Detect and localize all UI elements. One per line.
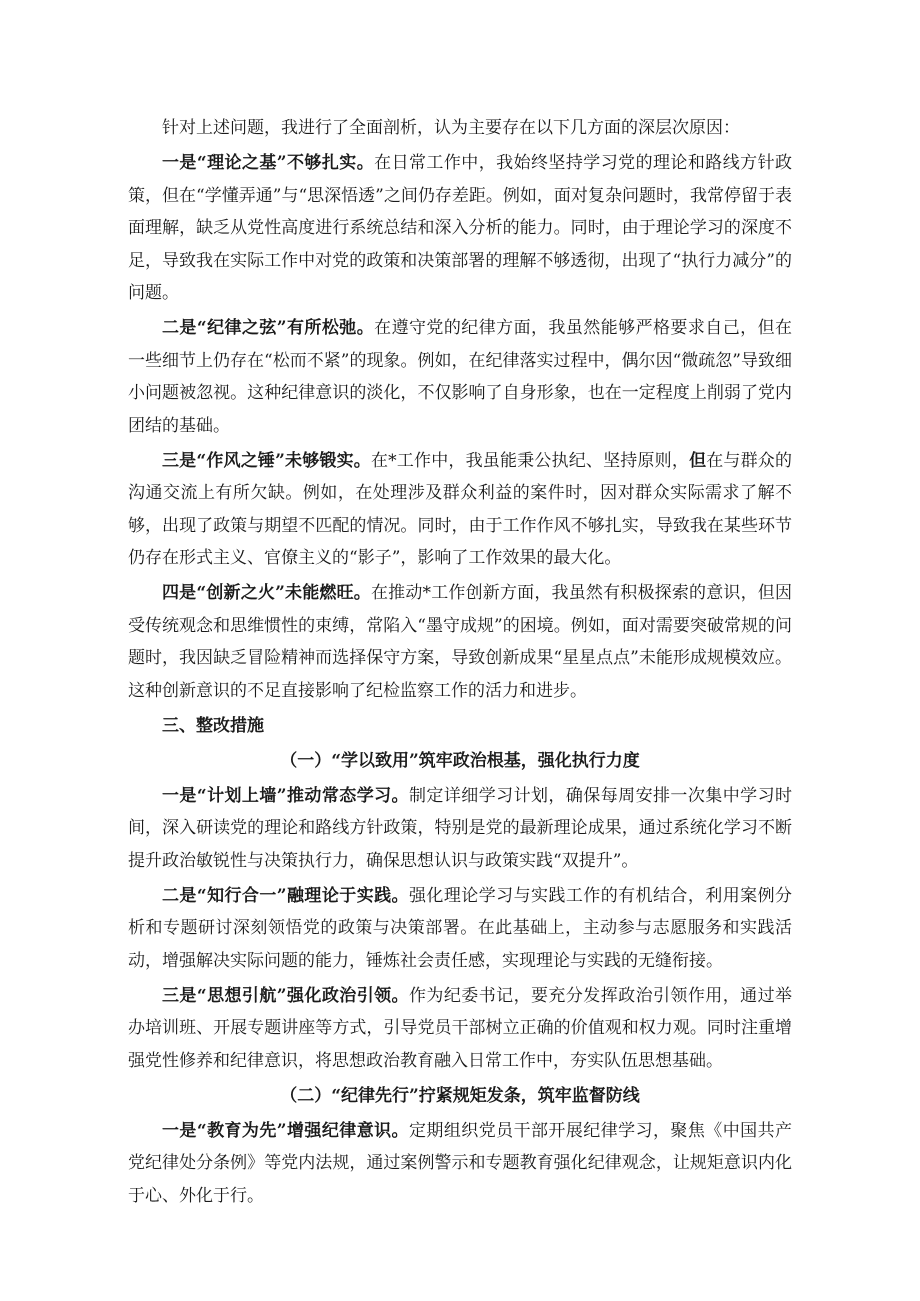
cause-3-heading: 三是“作风之锤”未够锻实。 [162, 450, 371, 471]
measure-1-1-heading: 一是“计划上墙”推动常态学习。 [162, 785, 409, 806]
subsection-1-title: （一）“学以致用”筑牢政治根基，强化执行力度 [280, 750, 640, 771]
cause-4-heading: 四是“创新之火”未能燃旺。 [162, 583, 371, 603]
measure-1-2-heading: 二是“知行合一”融理论于实践。 [162, 885, 409, 906]
cause-2-body: 在遵守党的纪律方面，我虽然能够严格要求自己，但在一些细节上仍存在“松而不紧”的现象。例如，在纪律落实过程中，偶尔因“微疏忽”导致细小问题被忽视。这种纪律意识的淡化，不仅影响了自身形象，也在一定程度上削弱了党内团结的基础。 [128, 318, 793, 436]
measure-1-3-body: 作为纪委书记，要充分发挥政治引领作用，通过举办培训班、开展专题讲座等方式，引导党员干部树立正确的价值观和权力观。同时注重增强党性修养和纪律意识，将思想政治教育融入日常工作中，夯实队伍思想基础。 [128, 985, 793, 1071]
cause-1-heading: 一是“理论之基”不够扎实。 [162, 153, 375, 173]
measure-1-3-heading: 三是“思想引航”强化政治引领。 [162, 985, 409, 1006]
cause-paragraph-4 [128, 577, 792, 707]
measure-1-2-body: 强化理论学习与实践工作的有机结合，利用案例分析和专题研讨深刻领悟党的政策与决策部署。在此基础上，主动参与志愿服务和实践活动，增强解决实际问题的能力，锤炼社会责任感，实现理论与实践的无缝衔接。 [128, 885, 793, 971]
cause-3-body-b: 在与群众的沟通交流上有所欠缺。例如，在处理涉及群众利益的案件时，因对群众实际需求了解不够，出现了政策与期望不匹配的情况。同时，由于工作作风不够扎实，导致我在某些环节仍存在形式主义、官僚主义的“影子”，影响了工作效果的最大化。 [128, 450, 792, 568]
cause-paragraph-1 [128, 147, 792, 310]
cause-3-body-a: 在*工作中，我虽能秉公执纪、坚持原则， [371, 450, 690, 471]
measure-1-2-paragraph [128, 880, 792, 978]
measure-2-1-body: 定期组织党员干部开展纪律学习，聚焦《中国共产党纪律处分条例》等党内法规，通过案例警示和专题教育强化纪律观念，让规矩意识内化于心、外化于行。 [128, 1120, 793, 1206]
cause-2-heading: 二是“纪律之弦”有所松弛。 [162, 318, 375, 338]
measure-1-1-paragraph [128, 780, 792, 878]
cause-paragraph-3 [128, 445, 792, 575]
intro-paragraph [128, 112, 792, 145]
measure-2-1-heading: 一是“教育为先”增强纪律意识。 [162, 1120, 409, 1141]
document-page [128, 112, 792, 1215]
section-3-title: 三、整改措施 [162, 715, 264, 736]
subsection-2-title: （二）“纪律先行”拧紧规矩发条，筑牢监督防线 [280, 1085, 640, 1106]
measure-2-1-paragraph [128, 1115, 792, 1213]
cause-4-body: 在推动*工作创新方面，我虽然有积极探索的意识，但因受传统观念和思维惯性的束缚，常陷入“墨守成规”的困境。例如，面对需要突破常规的问题时，我因缺乏冒险精神而选择保守方案，导致创新成果“星星点点”未能形成规模效应。这种创新意识的不足直接影响了纪检监察工作的活力和进步。 [128, 583, 792, 701]
cause-3-bold-word: 但 [689, 450, 707, 471]
measure-1-1-body: 制定详细学习计划，确保每周安排一次集中学习时间，深入研读党的理论和路线方针政策，特别是党的最新理论成果，通过系统化学习不断提升政治敏锐性与决策执行力，确保思想认识与政策实践“双提升”。 [128, 785, 793, 871]
cause-1-body: 在日常工作中，我始终坚持学习党的理论和路线方针政策，但在“学懂弄通”与“思深悟透”之间仍存差距。例如，面对复杂问题时，我常停留于表面理解，缺乏从党性高度进行系统总结和深入分析的能力。同时，由于理论学习的深度不足，导致我在实际工作中对党的政策和决策部署的理解不够透彻，出现了“执行力减分”的问题。 [128, 153, 793, 303]
measure-1-3-paragraph [128, 980, 792, 1078]
cause-paragraph-2 [128, 312, 792, 442]
intro-text: 针对上述问题，我进行了全面剖析，认为主要存在以下几方面的深层次原因： [162, 118, 740, 138]
